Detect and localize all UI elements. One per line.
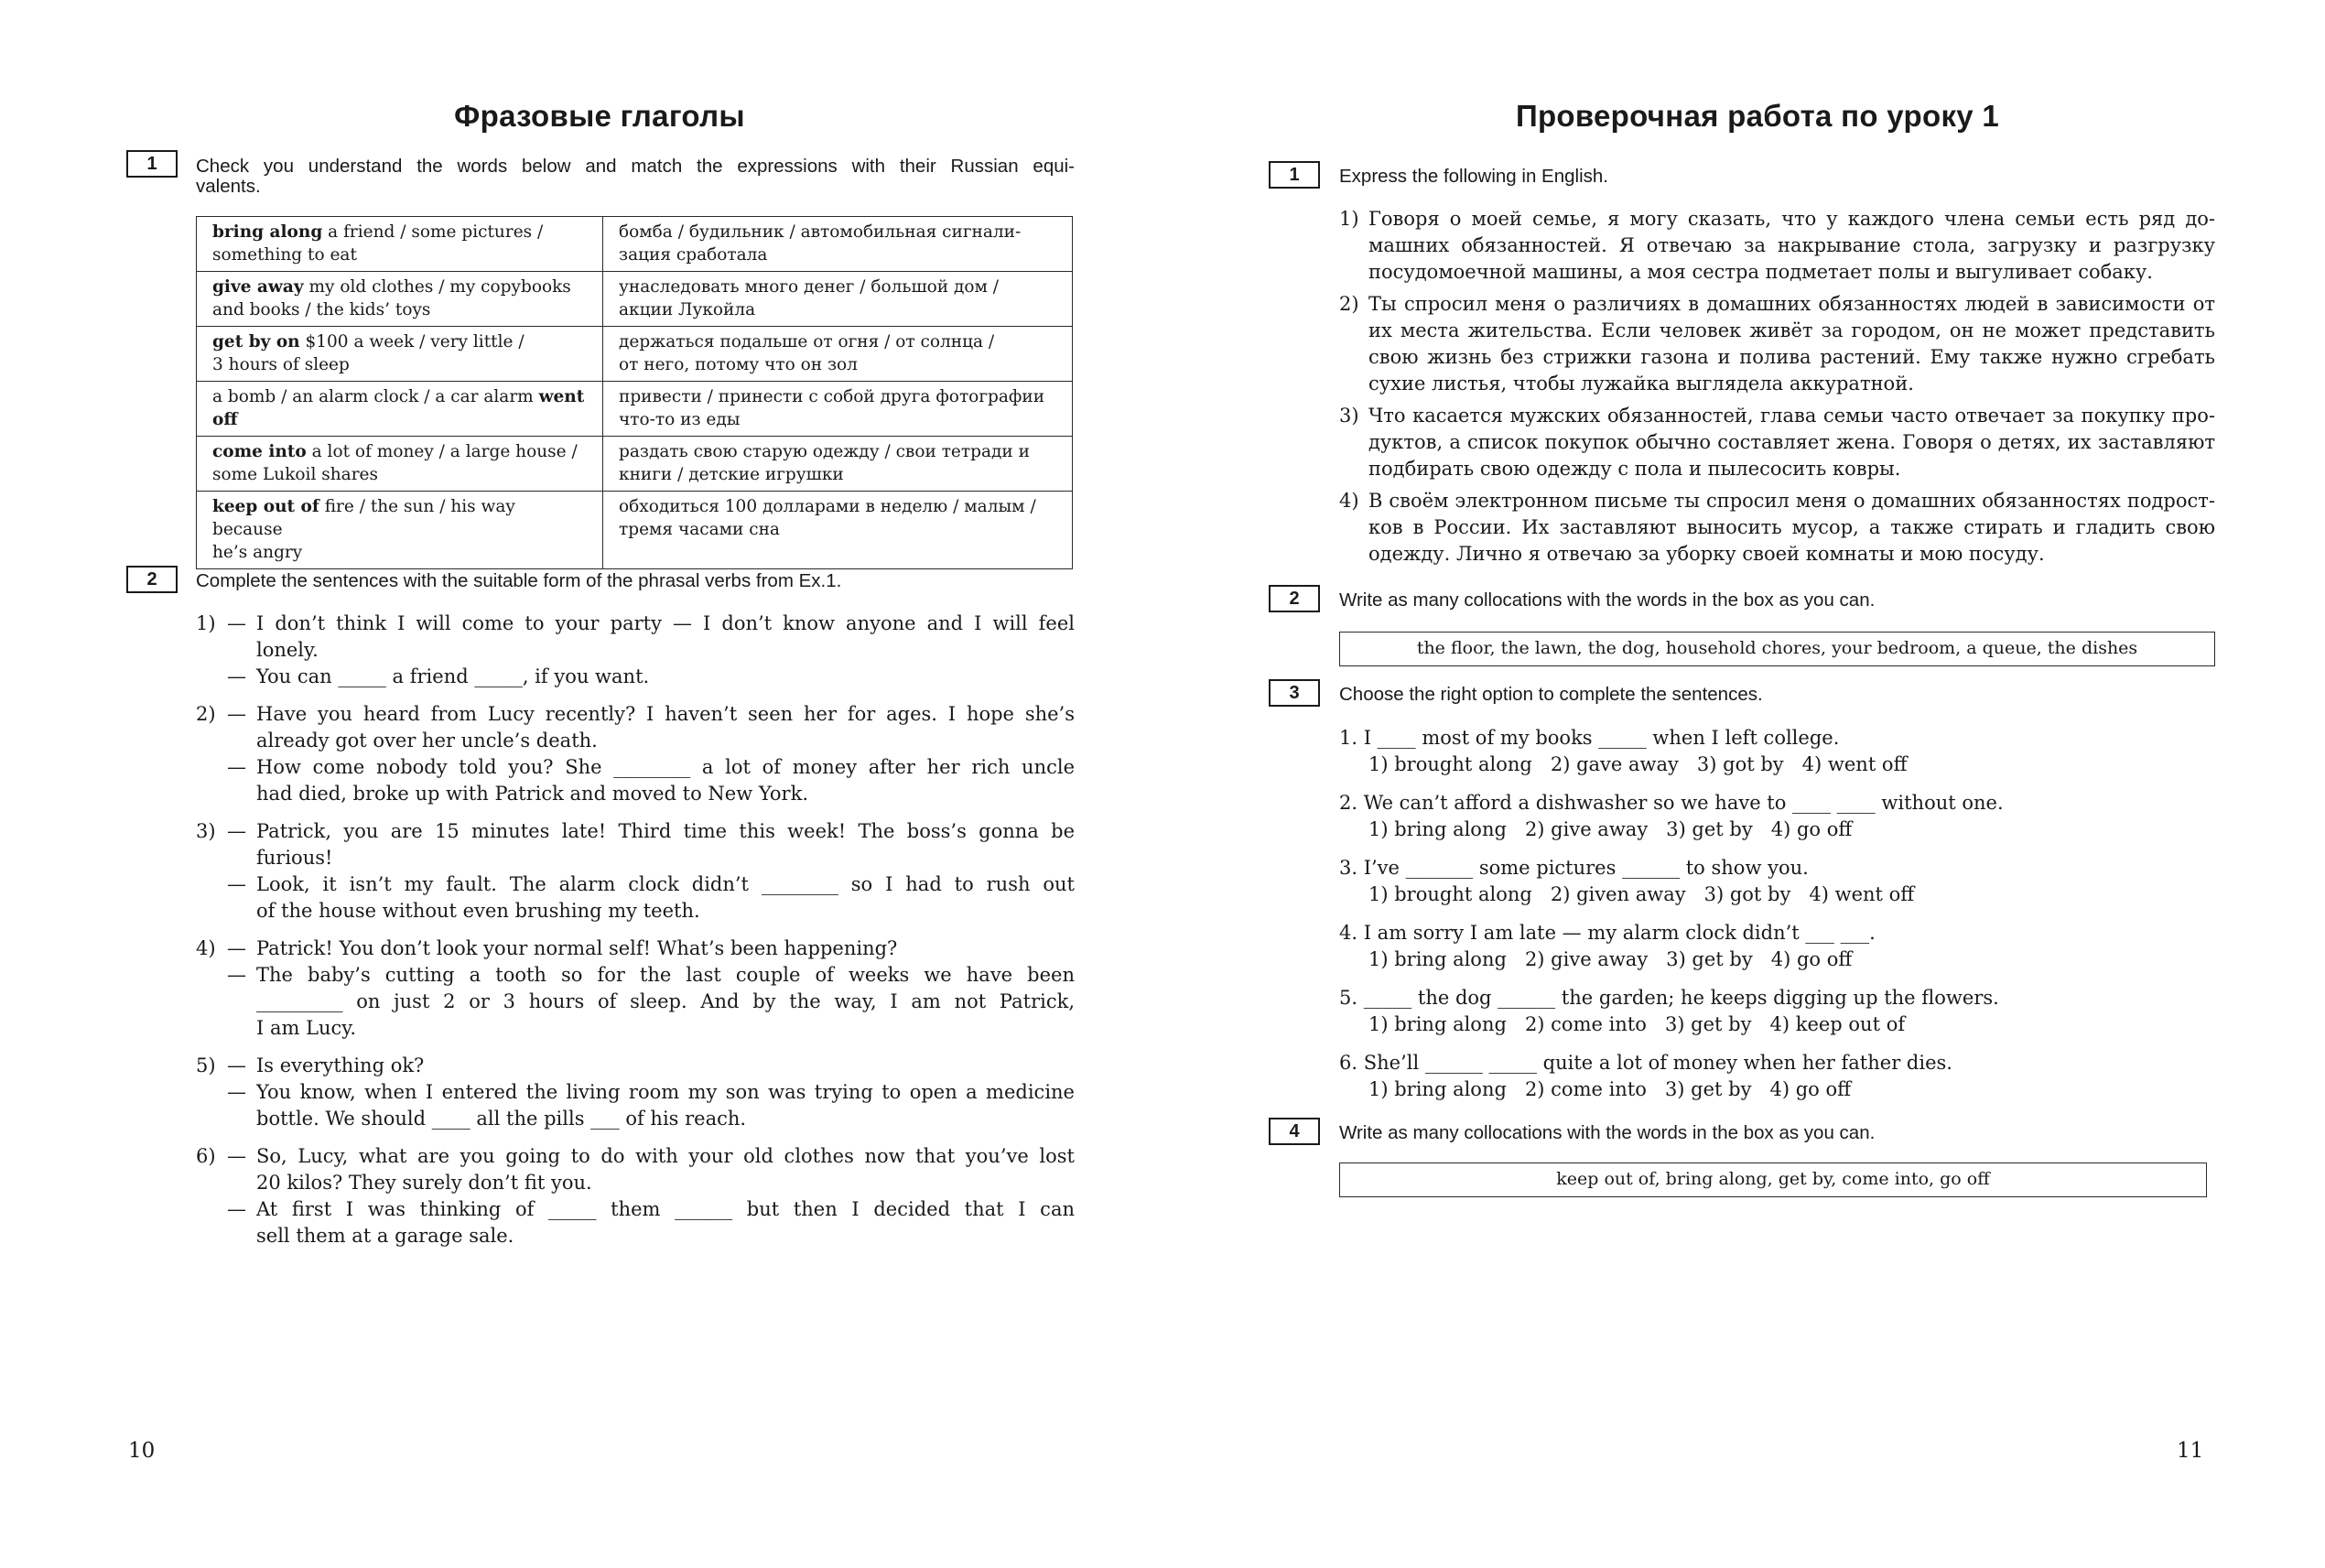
dialogue-line	[196, 935, 1075, 962]
line-text: В своём электронном письме ты спросил меня о домашних обязанностях подрост-	[1368, 490, 2215, 512]
line-text: одежду. Лично я отвечаю за уборку своей комнаты и мою посуду.	[1368, 543, 2045, 565]
item-number: 6)	[196, 1145, 216, 1167]
dialogue-line	[196, 701, 1075, 728]
line-text: сухие листья, чтобы лужайка выглядела аккуратной.	[1368, 373, 1914, 395]
dialogue-line	[196, 1079, 1075, 1106]
left-page	[0, 0, 1162, 1568]
translation-items	[1339, 206, 2215, 573]
spacer	[1339, 568, 2215, 573]
dash: —	[227, 612, 246, 634]
line-text: I don’t think I will come to your party — I don’t know anyone and I will feel	[256, 612, 1075, 634]
translation-item	[1339, 291, 2215, 403]
answer-options: 1) bring along 2) give away 3) get by 4) go off	[1368, 818, 1853, 840]
dialogue-line	[196, 728, 1075, 754]
sentence-item	[196, 1053, 1075, 1143]
item-number: 1)	[196, 612, 216, 634]
dash: —	[227, 964, 246, 986]
question-text: 4. I am sorry I am late — my alarm clock didn’t ___ ___.	[1339, 922, 1876, 944]
dialogue-line	[196, 1170, 1075, 1196]
spacer	[196, 1042, 1075, 1053]
spacer	[1339, 1038, 2215, 1050]
exercise-instruction: Choose the right option to complete the sentences.	[1339, 684, 1763, 705]
sentence-item	[196, 1143, 1075, 1260]
paragraph-line	[1339, 488, 2215, 514]
question-text: 5. _____ the dog ______ the garden; he keeps digging up the flowers.	[1339, 987, 1999, 1009]
spacer	[1339, 1103, 2215, 1115]
dialogue-line	[196, 637, 1075, 664]
cell-line	[212, 440, 588, 463]
question-text: 6. She’ll ______ _____ quite a lot of money when her father dies.	[1339, 1052, 1952, 1074]
line-text: Patrick, you are 15 minutes late! Third time this week! The boss’s gonna be	[256, 820, 1075, 842]
table-row	[197, 327, 1073, 382]
exercise-number: 1	[1269, 161, 1320, 189]
item-number: 2)	[196, 703, 216, 725]
table-row	[197, 382, 1073, 437]
exercise-number: 1	[126, 150, 178, 178]
expression-text: some Lukoil shares	[212, 465, 378, 484]
russian-equivalent	[603, 492, 1073, 569]
russian-equivalent	[603, 382, 1073, 437]
exercise-instruction: Write as many collocations with the words in the box as you can.	[1339, 589, 1876, 611]
expression-text: fire / the sun / his way because	[212, 497, 515, 539]
dialogue-line	[196, 754, 1075, 781]
sentence-item	[196, 701, 1075, 818]
dialogue-line	[196, 611, 1075, 637]
dialogue-line	[196, 1223, 1075, 1249]
dash: —	[227, 873, 246, 895]
dialogue-line	[196, 1015, 1075, 1042]
dash: —	[227, 703, 246, 725]
item-number: 5)	[196, 1054, 216, 1076]
dialogue-line	[196, 818, 1075, 845]
phrasal-verb: went	[538, 387, 585, 406]
paragraph-line	[1339, 318, 2215, 344]
word-box: keep out of, bring along, get by, come into, go off	[1339, 1162, 2207, 1197]
dialogue-line	[196, 1196, 1075, 1223]
paragraph-line	[1339, 429, 2215, 456]
question-item	[1339, 985, 2215, 1050]
table-row	[197, 492, 1073, 569]
dialogue-line	[196, 664, 1075, 690]
dialogue-line	[196, 871, 1075, 898]
line-text: You know, when I entered the living room my son was trying to open a medicine	[256, 1081, 1075, 1103]
line-text: sell them at a garage sale.	[256, 1225, 514, 1247]
spacer	[196, 690, 1075, 701]
cell-line: унаследовать много денег / большой дом /	[619, 277, 1000, 297]
cell-line	[212, 221, 588, 243]
expression-text: $100 a week / very little /	[299, 332, 524, 351]
spacer	[1339, 778, 2215, 790]
line-text: Что касается мужских обязанностей, глава семьи часто отвечает за покупку про-	[1368, 405, 2215, 427]
line-text: свою жизнь без стрижки газона и полива растений. Ему также нужно сгребать	[1368, 346, 2215, 368]
paragraph-line	[1339, 403, 2215, 429]
line-text: I am Lucy.	[256, 1017, 357, 1039]
paragraph-line	[1339, 541, 2215, 568]
cell-line: привести / принести с собой друга фотографии	[619, 387, 1045, 406]
paragraph-line	[1339, 371, 2215, 397]
translation-item	[1339, 403, 2215, 488]
answer-options: 1) brought along 2) gave away 3) got by 4) went off	[1368, 753, 1908, 775]
cell-line: от него, потому что он зол	[619, 355, 858, 374]
spacer	[1339, 843, 2215, 855]
item-number: 4)	[1339, 490, 1359, 512]
matching-table	[196, 216, 1073, 569]
exercise-instruction	[196, 157, 1075, 197]
cell-line	[212, 330, 588, 353]
paragraph-line	[1339, 514, 2215, 541]
cell-line: держаться подальше от огня / от солнца /	[619, 332, 995, 351]
item-number: 3)	[1339, 405, 1359, 427]
cell-line	[212, 463, 588, 486]
phrasal-verb: get by on	[212, 332, 300, 351]
item-number: 4)	[196, 937, 216, 959]
english-expression	[197, 437, 603, 492]
cell-line	[212, 541, 588, 564]
line-text: had died, broke up with Patrick and moved to New York.	[256, 783, 808, 805]
dialogue-line	[196, 845, 1075, 871]
exercise-instruction: Write as many collocations with the words in the box as you can.	[1339, 1122, 1876, 1143]
dialogue-line	[196, 1053, 1075, 1079]
line-text: машних обязанностей. Я отвечаю за накрывание стола, загрузку и разгрузку	[1368, 234, 2215, 256]
item-number: 3)	[196, 820, 216, 842]
expression-text: 3 hours of sleep	[212, 355, 350, 374]
spacer	[196, 1132, 1075, 1143]
page-number: 10	[128, 1439, 156, 1463]
line-text: Have you heard from Lucy recently? I haven’t seen her for ages. I hope she’s	[256, 703, 1075, 725]
sentence-item	[196, 611, 1075, 701]
word-box: the floor, the lawn, the dog, household chores, your bedroom, a queue, the dishes	[1339, 632, 2215, 666]
paragraph-line	[1339, 456, 2215, 482]
exercise-instruction: Express the following in English.	[1339, 166, 1608, 187]
paragraph-line	[1339, 259, 2215, 286]
dialogue-line	[196, 1106, 1075, 1132]
line-text: 20 kilos? They surely don’t fit you.	[256, 1172, 592, 1194]
cell-line	[212, 353, 588, 376]
cell-line: раздать свою старую одежду / свои тетради и	[619, 442, 1030, 461]
phrasal-verb: bring along	[212, 222, 323, 242]
line-text: Patrick! You don’t look your normal self! What’s been happening?	[256, 937, 898, 959]
multiple-choice-items	[1339, 725, 2215, 1115]
right-page	[1162, 0, 2325, 1568]
phrasal-verb: come into	[212, 442, 307, 461]
item-number: 1)	[1339, 208, 1359, 230]
russian-equivalent	[603, 217, 1073, 272]
item-number: 2)	[1339, 293, 1359, 315]
dash: —	[227, 1081, 246, 1103]
line-text: Look, it isn’t my fault. The alarm clock didn’t ________ so I had to rush out	[256, 873, 1075, 895]
english-expression	[197, 382, 603, 437]
line-text: Is everything ok?	[256, 1054, 425, 1076]
line-text: посудомоечной машины, а моя сестра подметает полы и выгуливает собаку.	[1368, 261, 2153, 283]
line-text: So, Lucy, what are you going to do with your old clothes now that you’ve lost	[256, 1145, 1075, 1167]
line-text: lonely.	[256, 639, 319, 661]
dash: —	[227, 756, 246, 778]
table-row	[197, 272, 1073, 327]
line-text: of the house without even brushing my teeth.	[256, 900, 700, 922]
exercise-number: 3	[1269, 679, 1320, 707]
sentence-list	[196, 611, 1075, 1260]
page-title: Фразовые глаголы	[454, 99, 745, 133]
cell-line	[212, 385, 588, 408]
paragraph-line	[1339, 344, 2215, 371]
question-item	[1339, 725, 2215, 790]
expression-text: and books / the kids’ toys	[212, 300, 431, 319]
page-title: Проверочная работа по уроку 1	[1515, 99, 2000, 133]
question-text: 3. I’ve _______ some pictures ______ to show you.	[1339, 857, 1809, 879]
expression-text: a lot of money / a large house /	[306, 442, 578, 461]
russian-equivalent	[603, 437, 1073, 492]
dialogue-line	[196, 781, 1075, 807]
expression-text: a friend / some pictures /	[322, 222, 544, 242]
dialogue-line	[196, 898, 1075, 925]
exercise-instruction: Complete the sentences with the suitable form of the phrasal verbs from Ex.1.	[196, 570, 842, 591]
cell-line: книги / детские игрушки	[619, 465, 844, 484]
exercise-number: 2	[1269, 585, 1320, 612]
sentence-item	[196, 818, 1075, 935]
answer-options: 1) bring along 2) give away 3) get by 4) go off	[1368, 948, 1853, 970]
cell-line: обходиться 100 долларами в неделю / малым /	[619, 497, 1036, 516]
answer-options: 1) bring along 2) come into 3) get by 4) go off	[1368, 1078, 1852, 1100]
dash: —	[227, 1145, 246, 1167]
dash: —	[227, 937, 246, 959]
line-text: подбирать свою одежду с пола и пылесосить ковры.	[1368, 458, 1901, 480]
dash: —	[227, 1054, 246, 1076]
spacer	[196, 925, 1075, 935]
question-text: 1. I ____ most of my books _____ when I left college.	[1339, 727, 1840, 749]
line-text: Говоря о моей семье, я могу сказать, что у каждого члена семьи есть ряд до-	[1368, 208, 2215, 230]
cell-line	[212, 408, 588, 431]
dash: —	[227, 1198, 246, 1220]
translation-item	[1339, 488, 2215, 573]
question-item	[1339, 920, 2215, 985]
line-text: дуктов, а список покупок обычно составляет жена. Говоря о детях, их заставляют	[1368, 431, 2215, 453]
line-text: их места жительства. Если человек живёт за городом, он не может представить	[1368, 319, 2215, 341]
phrasal-verb: off	[212, 410, 238, 429]
spacer	[1339, 973, 2215, 985]
english-expression	[197, 272, 603, 327]
dialogue-line	[196, 962, 1075, 989]
cell-line: тремя часами сна	[619, 520, 780, 539]
english-expression	[197, 492, 603, 569]
russian-equivalent	[603, 272, 1073, 327]
table-row	[197, 437, 1073, 492]
question-text: 2. We can’t afford a dishwasher so we have to ____ ____ without one.	[1339, 792, 2004, 814]
expression-text: a bomb / an alarm clock / a car alarm	[212, 387, 539, 406]
phrasal-verb: keep out of	[212, 497, 319, 516]
page-number: 11	[2177, 1439, 2204, 1463]
line-text: already got over her uncle’s death.	[256, 730, 598, 752]
cell-line	[212, 243, 588, 266]
answer-options: 1) brought along 2) given away 3) got by 4) went off	[1368, 883, 1915, 905]
cell-line	[212, 298, 588, 321]
expression-text: something to eat	[212, 245, 357, 265]
english-expression	[197, 217, 603, 272]
dash: —	[227, 820, 246, 842]
spacer	[196, 807, 1075, 818]
dialogue-line	[196, 1143, 1075, 1170]
exercise-number: 2	[126, 566, 178, 593]
line-text: _________ on just 2 or 3 hours of sleep. And by the way, I am not Patrick,	[256, 990, 1075, 1012]
phrasal-verb: give away	[212, 277, 304, 297]
paragraph-line	[1339, 232, 2215, 259]
line-text: furious!	[256, 847, 333, 869]
spacer	[1339, 908, 2215, 920]
answer-options: 1) bring along 2) come into 3) get by 4) keep out of	[1368, 1013, 1906, 1035]
instruction-line: valents.	[196, 176, 261, 197]
cell-line: что-то из еды	[619, 410, 741, 429]
translation-item	[1339, 206, 2215, 291]
question-item	[1339, 790, 2215, 855]
paragraph-line	[1339, 206, 2215, 232]
line-text: Ты спросил меня о различиях в домашних обязанностях людей в зависимости от	[1368, 293, 2215, 315]
cell-line: зация сработала	[619, 245, 768, 265]
cell-line	[212, 495, 588, 541]
russian-equivalent	[603, 327, 1073, 382]
question-item	[1339, 1050, 2215, 1115]
dash: —	[227, 665, 246, 687]
english-expression	[197, 327, 603, 382]
cell-line: бомба / будильник / автомобильная сигнали-	[619, 222, 1022, 242]
line-text: How come nobody told you? She ________ a lot of money after her rich uncle	[256, 756, 1075, 778]
expression-text: my old clothes / my copybooks	[303, 277, 571, 297]
sentence-item	[196, 935, 1075, 1053]
table-row	[197, 217, 1073, 272]
exercise-number: 4	[1269, 1118, 1320, 1145]
spacer	[196, 1249, 1075, 1260]
line-text: ков в России. Их заставляют выносить мусор, а также стирать и гладить свою	[1368, 516, 2215, 538]
line-text: The baby’s cutting a tooth so for the last couple of weeks we have been	[256, 964, 1075, 986]
question-item	[1339, 855, 2215, 920]
paragraph-line	[1339, 291, 2215, 318]
line-text: bottle. We should ____ all the pills ___ of his reach.	[256, 1108, 747, 1130]
cell-line	[212, 276, 588, 298]
cell-line: акции Лукойла	[619, 300, 756, 319]
instruction-line: Check you understand the words below and match the expressions with their Russian equi-	[196, 156, 1075, 177]
dialogue-line	[196, 989, 1075, 1015]
line-text: At first I was thinking of _____ them ______ but then I decided that I can	[256, 1198, 1075, 1220]
expression-text: he’s angry	[212, 543, 303, 562]
line-text: You can _____ a friend _____, if you want.	[256, 665, 650, 687]
